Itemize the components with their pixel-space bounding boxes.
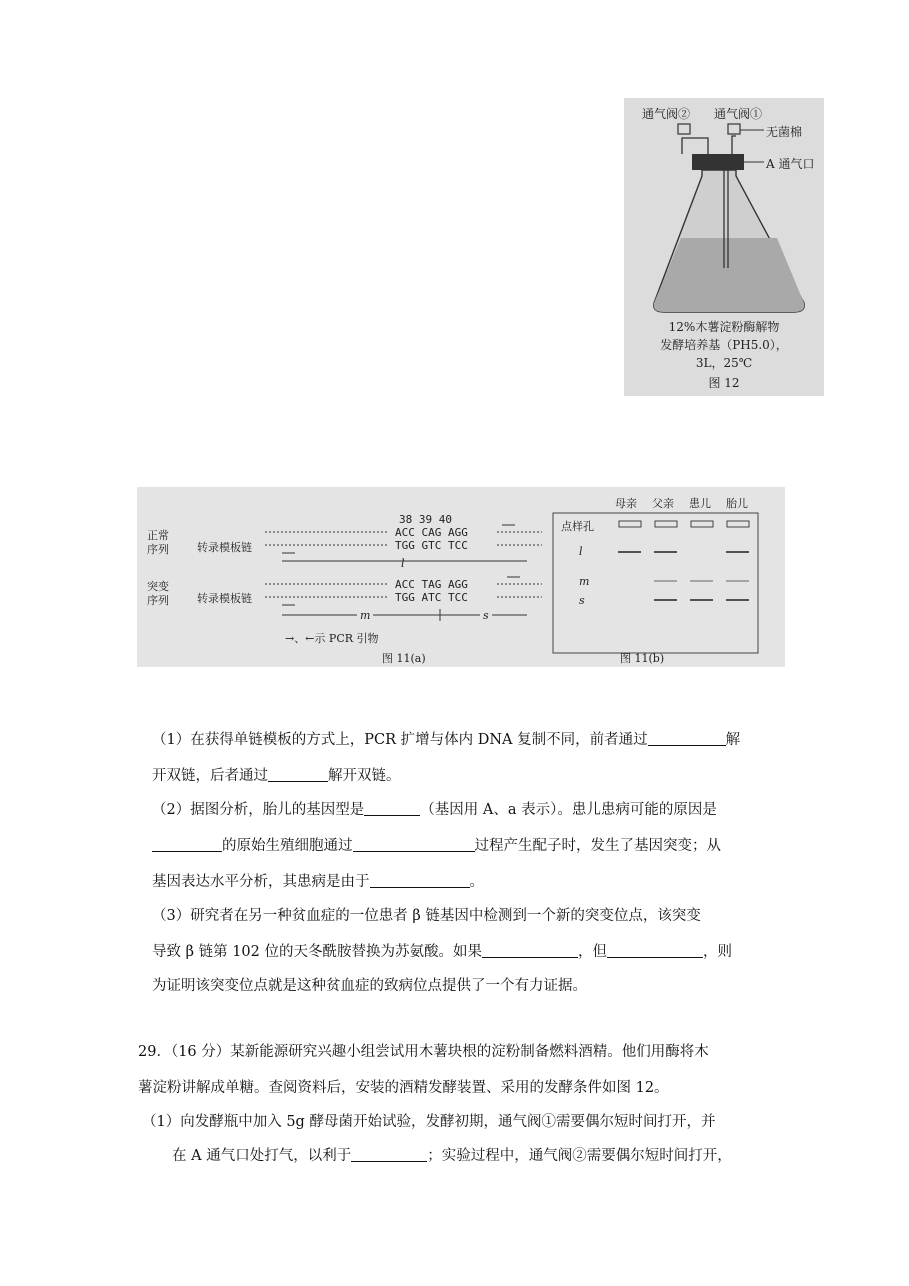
mutant-bottom-seq: TGG ATC TCC — [395, 591, 468, 604]
medium-line-3: 3L，25℃ — [695, 356, 753, 370]
answer-blank[interactable] — [607, 943, 703, 958]
q3-line-3: 为证明该突变位点就是这种贫血症的致病位点提供了一个有力证据。 — [152, 978, 587, 994]
valve-1-label: 通气阀① — [714, 107, 763, 121]
q3-line-2: 导致 β 链第 102 位的天冬酰胺替换为苏氨酸。如果 ，但 ，则 — [152, 944, 732, 960]
answer-blank[interactable] — [152, 837, 222, 852]
mutant-label-1: 突变 — [147, 580, 169, 593]
figure-11 — [137, 487, 785, 667]
answer-blank[interactable] — [364, 801, 420, 816]
length-l-label: l — [401, 557, 405, 570]
length-m-label: m — [357, 609, 373, 622]
row-s-label: s — [579, 594, 585, 607]
normal-bottom-seq: TGG GTC TCC — [395, 539, 468, 552]
answer-blank[interactable] — [482, 943, 578, 958]
lane-patient: 患儿 — [689, 497, 711, 510]
q2-line-1: （2）据图分析，胎儿的基因型是 （基因用 A、a 表示）。患儿患病可能的原因是 — [152, 802, 717, 818]
q29-line-4: 在 A 通气口处打气，以利于 ；实验过程中，通气阀②需要偶尔短时间打开， — [172, 1148, 732, 1164]
normal-label-2: 序列 — [147, 543, 169, 556]
q1-line-1: （1）在获得单链模板的方式上，PCR 扩增与体内 DNA 复制不同，前者通过 解 — [152, 732, 741, 748]
row-m-label: m — [579, 575, 590, 588]
q29-line-1: 29．（16 分）某新能源研究兴趣小组尝试用木薯块根的淀粉制备燃料酒精。他们用酶将木 — [138, 1044, 709, 1060]
row-l-label: l — [579, 545, 583, 558]
normal-label-1: 正常 — [147, 529, 169, 542]
lane-fetus: 胎儿 — [726, 497, 748, 510]
mutant-template-label: 转录模板链 — [197, 592, 252, 605]
q29-line-3: （1）向发酵瓶中加入 5g 酵母菌开始试验，发酵初期，通气阀①需要偶尔短时间打开，并 — [142, 1114, 716, 1130]
primer-legend: →、←示 PCR 引物 — [285, 632, 379, 645]
answer-blank[interactable] — [268, 767, 328, 782]
figure-12-caption: 图 12 — [708, 376, 740, 390]
codon-numbers: 38 39 40 — [399, 513, 452, 526]
q29-line-2: 薯淀粉讲解成单糖。查阅资料后，安装的酒精发酵装置、采用的发酵条件如图 12。 — [138, 1080, 669, 1096]
figure-12 — [624, 98, 824, 396]
length-s-label: s — [480, 609, 492, 622]
figure-11-lines — [137, 487, 785, 667]
well-label: 点样孔 — [561, 520, 594, 533]
answer-blank[interactable] — [648, 731, 726, 746]
medium-line-1: 12%木薯淀粉酶解物 — [668, 320, 780, 334]
answer-blank[interactable] — [370, 873, 470, 888]
figure-11a-caption: 图 11(a) — [382, 652, 426, 665]
valve-2-label: 通气阀② — [642, 107, 691, 121]
cotton-label: 无菌棉 — [766, 125, 803, 139]
mutant-label-2: 序列 — [147, 594, 169, 607]
mutant-top-seq: ACC TAG AGG — [395, 578, 468, 591]
answer-blank[interactable] — [351, 1147, 427, 1162]
lane-father: 父亲 — [652, 497, 674, 510]
answer-blank[interactable] — [353, 837, 475, 852]
medium-line-2: 发酵培养基（PH5.0）， — [660, 338, 788, 352]
normal-template-label: 转录模板链 — [197, 541, 252, 554]
q1-line-2: 开双链，后者通过 解开双链。 — [152, 768, 401, 784]
normal-top-seq: ACC CAG AGG — [395, 526, 468, 539]
port-label: A 通气口 — [766, 157, 815, 171]
q2-line-3: 基因表达水平分析，其患病是由于 。 — [152, 874, 484, 890]
q2-line-2: 的原始生殖细胞通过 过程产生配子时，发生了基因突变；从 — [152, 836, 721, 856]
q3-line-1: （3）研究者在另一种贫血症的一位患者 β 链基因中检测到一个新的突变位点，该突变 — [152, 908, 701, 924]
figure-11b-caption: 图 11(b) — [620, 652, 665, 665]
lane-mother: 母亲 — [615, 497, 637, 510]
